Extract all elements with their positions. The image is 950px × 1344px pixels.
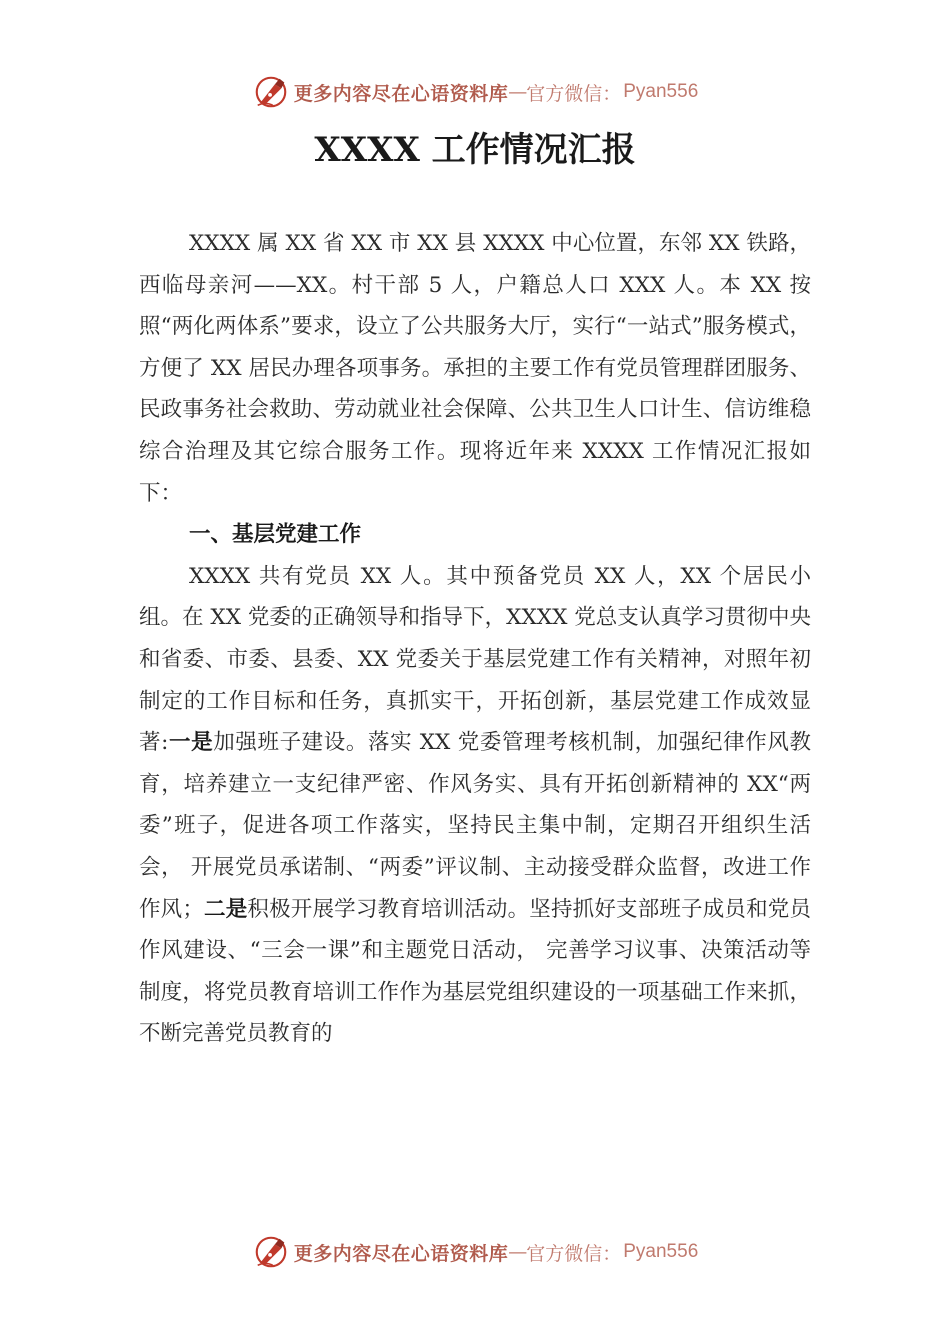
section1-emphasis-second: 二是: [203, 896, 248, 922]
section1-text-b: 加强班子建设。落实 XX 党委管理考核机制，加强纪律作风教育，培养建立一支纪律严密、作风务实、具有开拓创新精神的 XX“两委”班子，促进各项工作落实，坚持民主集中制，定期召开组织生活会， 开展党员承诺制、“两委”评议制、主动接受群众监督，改进工作作风；: [139, 730, 811, 922]
document-body: [139, 223, 811, 1055]
section1-text-c: 积极开展学习教育培训活动。坚持抓好支部班子成员和党员作风建设、“三会一课”和主题党日活动， 完善学习议事、决策活动等制度，将党员教育培训工作作为基层党组织建设的一项基础工作来抓，不断完善党员教育的: [139, 896, 811, 1047]
banner-wechat-id: Pyan556: [623, 81, 699, 102]
banner-dash: —: [508, 1241, 527, 1263]
section-heading-party-building: 一、基层党建工作: [189, 522, 362, 548]
header-watermark-banner: [0, 72, 950, 112]
banner-sub-text: 官方微信：: [526, 1242, 622, 1265]
banner-main-text: 更多内容尽在心语资料库: [293, 82, 509, 105]
banner-main-text: 更多内容尽在心语资料库: [293, 1242, 509, 1265]
intro-paragraph: XXXX 属 XX 省 XX 市 XX 县 XXXX 中心位置，东邻 XX 铁路， 西临母亲河——XX。村干部 5 人，户籍总人口 XXX 人。本 XX 按照“两化两体系”要求，设立了公共服务大厅，实行“一站式”服务模式，方便了 XX 居民办理各项事务。承担的主要工作有党员管理群团服务、民政事务社会救助、劳动就业社会保障、公共卫生人口计生、信访维稳综合治理及其它综合服务工作。现将近年来 XXXX 工作情况汇报如下：: [139, 231, 811, 506]
pen-nib-logo-icon: [252, 1233, 290, 1271]
document-title: XXXX 工作情况汇报: [314, 130, 636, 170]
section1-paragraph: [139, 556, 811, 1055]
section1-text-a: XXXX 共有党员 XX 人。其中预备党员 XX 人，XX 个居民小组。在 XX 党委的正确领导和指导下，XXXX 党总支认真学习贯彻中央和省委、市委、县委、XX 党委关于基层党建工作有关精神，对照年初制定的工作目标和任务，真抓实干，开拓创新，基层党建工作成效显著:: [139, 563, 811, 756]
banner-wechat-id: Pyan556: [623, 1241, 699, 1262]
pen-nib-logo-icon: [252, 73, 290, 111]
banner-dash: —: [508, 81, 527, 103]
section1-emphasis-first: 一是: [168, 730, 214, 756]
banner-sub-text: 官方微信：: [526, 82, 622, 105]
footer-watermark-banner: [0, 1232, 950, 1272]
